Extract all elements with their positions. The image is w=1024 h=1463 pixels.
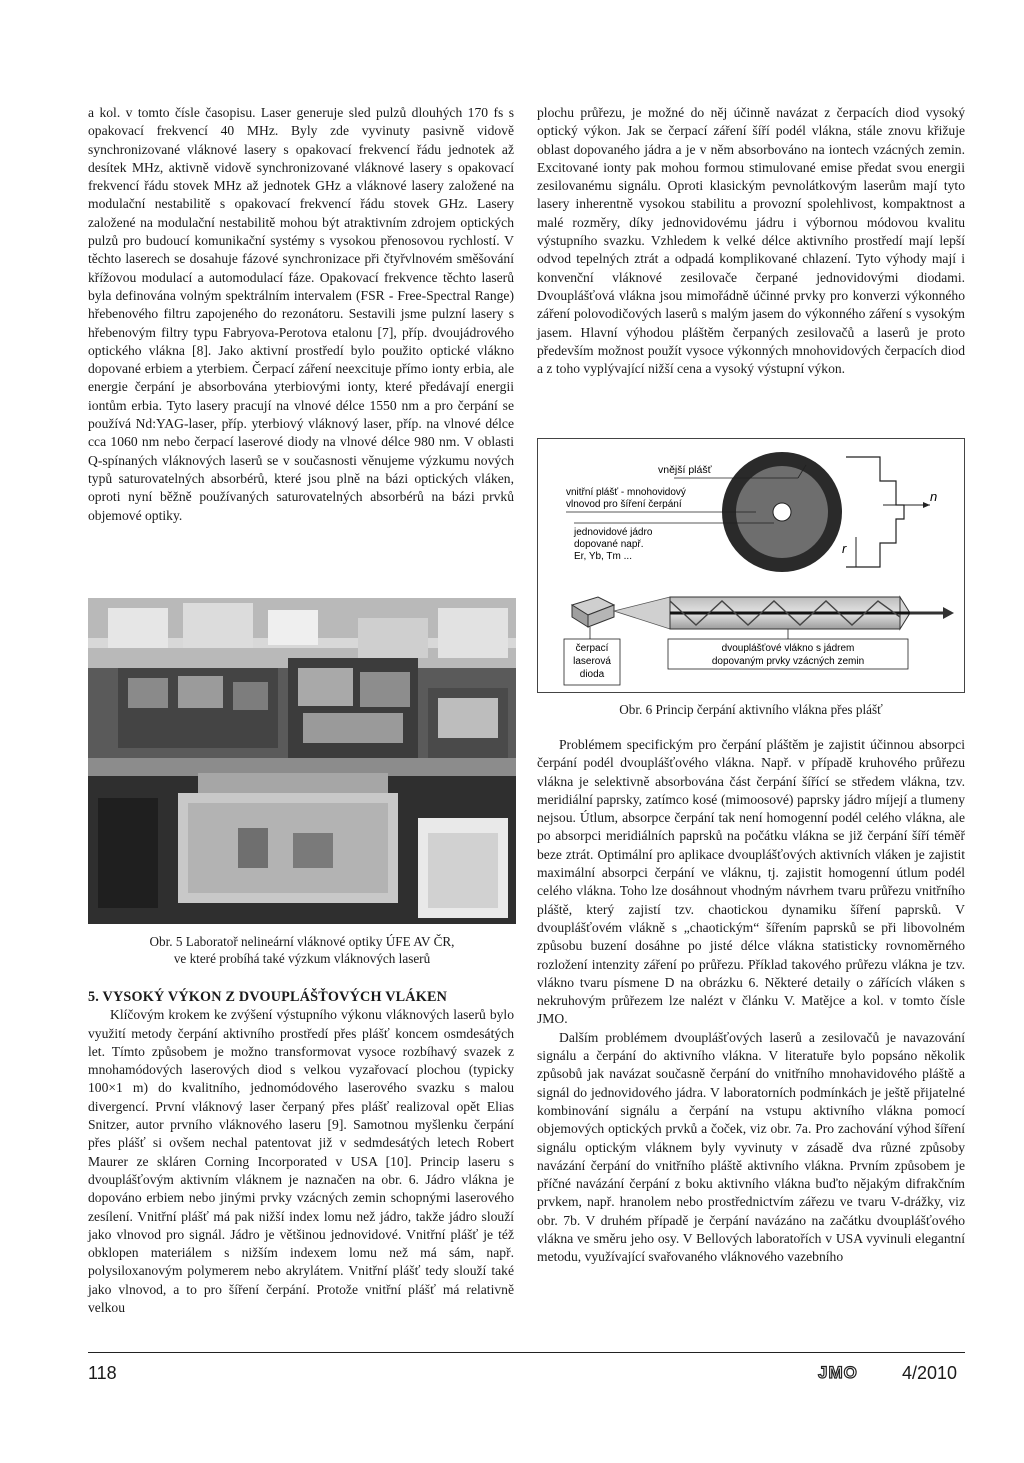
label-fiber-2: dopovaným prvky vzácných zemin bbox=[711, 656, 865, 667]
label-diode-3: dioda bbox=[579, 669, 605, 680]
figure-6-diagram bbox=[537, 438, 965, 693]
core-circle bbox=[773, 503, 791, 521]
left-column bbox=[88, 104, 514, 525]
page-number: 118 bbox=[88, 1363, 117, 1383]
label-core-2: dopované např. bbox=[574, 539, 644, 550]
footer-rule bbox=[88, 1352, 965, 1353]
figure-5-photo bbox=[88, 598, 516, 924]
label-inner-cladding-1: vnitřní plášť - mnohovidový bbox=[566, 487, 686, 498]
label-core-1: jednovidové jádro bbox=[574, 527, 653, 538]
lab-photo-illustration bbox=[88, 598, 516, 924]
label-inner-cladding-2: vlnovod pro šíření čerpání bbox=[566, 499, 682, 510]
label-fiber-1: dvouplášťové vlákno s jádrem bbox=[721, 643, 855, 654]
pump-cone bbox=[614, 597, 670, 629]
right-column bbox=[537, 104, 965, 378]
section-heading: 5. VYSOKÝ VÝKON Z DVOUPLÁŠŤOVÝCH VLÁKEN bbox=[88, 989, 448, 1005]
figure-5-caption bbox=[88, 934, 516, 967]
figure-6-caption: Obr. 6 Princip čerpání aktivního vlákna přes plášť bbox=[619, 702, 883, 717]
left-paragraph-2: Klíčovým krokem ke zvýšení výstupního výkonu vláknových laserů bylo využití metody čerpání aktivního prostředí přes plášť koncem osmdesátých let. Tímto způsobem je možno transformovat vysoce rozbíhavý svazek z mnohamódových laserových diod s velkou vyzařovací plochou (typicky 100×1 m) do kvalitního, jednomódového laserového svazku s malou divergencí. První vláknový laser čerpaný přes plášť realizoval opět Elias Snitzer, autor prvního vláknového laseru [9]. Samotnou myšlenku čerpání přes plášť si ovšem nechal patentovat již v sedmdesátých letech Robert Maurer ze skláren Corning Incorporated v USA [10]. Princip laseru s dvouplášťovým aktivním vláknem je naznačen na obr. 6. Jádro vlákna je dopováno erbiem nebo jinými prvky vzácných zemin schopnými laserového zesílení. Vnitřní plášť má pak nižší index lomu než jádro, takže jádro slouží jako vlnovod pro signál. Jádro je většinou jednovidové. Vnitřní plášť je též obklopen materiálem s nižším indexem lomu než má sám, např. polysiloxanovým polymerem nebo akrylátem. Vnitřní plášť tedy slouží také jako vlnovod, a to pro šíření čerpání. Protože vnitřní plášť má relativně velkou bbox=[88, 1007, 514, 1316]
left-column-lower bbox=[88, 988, 514, 1317]
right-paragraph-2: Problémem specifickým pro čerpání pláštěm je zajistit účinnou absorpci čerpání podél dvouplášťového vlákna. Např. v případě kruhového průřezu vlákna je selektivně absorbována část čerpání šířící se středem vlákna, tzv. meridiální paprsky, zatímco kosé (mimoosové) paprsky jádro míjejí a tlumeny nejsou. Útlum, absorpce čerpání tak není homogenní podél celého vlákna, ale po absorpci meridiálních paprsků na počátku vlákna se již čerpání šíří téměř beze ztrát. Optimální pro aplikace dvouplášťových aktivních vláken je zajistit maximální absorpci čerpání ve vláknu, tj. zajistit homogenní útlum podél celého vlákna. Toho lze dosáhnout vhodným návrhem tvaru průřezu vnitřního pláště, který zajistí tzv. chaotickou dynamiku šíření paprsků. V dvouplášťovém vlákně s „chaotickým“ šířením paprsků se při libovolném způsobu buzení dosáhne po jisté délce vlákna statisticky rovnoměrného rozložení intenzity záření po průřezu. Příklad takového průřezu vlákna je tzv. vlákno tvaru písmene D na obrázku 6. Některé detaily o zářících vláken s nekruhovým průřezem lze nalézt v článku V. Matějce a kol. v tomto čísle JMO. bbox=[537, 737, 965, 1027]
label-core-3: Er, Yb, Tm ... bbox=[574, 551, 632, 562]
right-column-lower bbox=[537, 736, 965, 1267]
journal-logo: JMO bbox=[818, 1363, 858, 1382]
figure-5-caption-line-2: ve které probíhá také výzkum vláknových laserů bbox=[173, 950, 431, 966]
label-n: n bbox=[930, 489, 938, 504]
index-profile bbox=[846, 457, 904, 567]
label-outer-cladding: vnější plášť bbox=[658, 464, 712, 476]
label-diode-2: laserová bbox=[573, 656, 611, 667]
figure-5-caption-line-1: Obr. 5 Laboratoř nelineární vláknové optiky ÚFE AV ČR, bbox=[149, 934, 455, 949]
label-diode-1: čerpací bbox=[575, 643, 609, 654]
right-paragraph-1: plochu průřezu, je možné do něj účinně navázat z čerpacích diod vysoký optický výkon. Jak se čerpací záření šíří podél vlákna, stále znovu křižuje oblast dopovaného jádra a je v něm absorbováno na iontech vzácných zemin. Excitované ionty pak mohou formou stimulované emise předat svou energii zesilovanému signálu. Oproti klasickým pevnolátkovým laserům mají tyto lasery inherentně vysokou stabilitu a provozní spolehlivost, kompaktnost a malé rozměry, díky jednovidovému jádru i výbornou módovou kvalitu výstupního svazku. Vzhledem k velké délce aktivního prostředí mají lepší odvod tepelných ztrát a odpadá komplikované chlazení. Tyto výhody mají i konvenční vláknové zesilovače čerpané jednovidovými diodami. Dvouplášťová vlákna jsou mimořádně účinné prvky pro konverzi výkonného záření polovodičových laserů s malým jasem do výkonného záření s vysokým jasem. Hlavní výhodou pláštěm čerpaných zesilovačů a laserů je proto především možnost použít vysoce výkonných mnohovidových čerpacích diod a z toho vyplývající nižší cena a vysoký výstupní výkon. bbox=[537, 105, 965, 377]
right-paragraph-3: Dalším problémem dvouplášťových laserů a zesilovačů je navazování signálu a čerpání do aktivního vlákna. V literatuře bylo popsáno několik způsobů jak navázat současně čerpání do vnitřního mnohavidového pláště a signál do jednovidového jádra. V laboratorních podmínkách je ještě přijatelné kombinování signálu a čerpání na vstupu aktivního vlákna pomocí objemových optických prvků a čoček, viz obr. 7a. Pro zachování výhod šíření signálu optickým vláknem byly vyvinuty v zásadě dva různé způsoby navázání čerpání do vnitřního pláště aktivního vlákna. Prvním způsobem je příčné navázání čerpání z boku aktivního vlákna buďto nějakým difrakčním prvkem, např. hranolem nebo prostřednictvím zářezu ve tvaru V-drážky, viz obr. 7b. V druhém případě je čerpání navázáno na začátku dvouplášťového vlákna ve směru jeho osy. V Bellových laboratořích v USA vyvinuli elegantní metodu, využívající svařovaného vláknového vazebního bbox=[537, 1029, 965, 1265]
issue-number: 4/2010 bbox=[902, 1363, 958, 1383]
label-r: r bbox=[842, 541, 847, 556]
left-paragraph-1: a kol. v tomto čísle časopisu. Laser generuje sled pulzů dlouhých 170 fs s opakovací frekvencí 40 MHz. Byly zde vyvinuty pasivně vidově synchronizované vláknové lasery s opakovací frekvencí řádu jednotek až desítek MHz, aktivně vidově synchronizované vláknové lasery s opakovací frekvencí řádu stovek MHz až jednotek GHz a vláknové lasery založené na modulační nestabilitě s opakovací frekvencí řádu stovek GHz. Lasery založené na modulační nestabilitě mohou být atraktivním zdrojem optických pulzů pro budoucí komunikační systémy s vysokou přenosovou rychlostí. V těchto laserech se dosahuje fázové synchronizace při čtyřvlnovém směšování křížovou modulací a automodulací fáze. Opakovací frekvence těchto laserů byla definována volným spektrálním intervalem (FSR - Free-Spectral Range) hřebenového filtru zapojeného do rezonátoru. Sestavili jsme pulzní lasery s hřebenovým filtry typu Fabryova-Perotova etalonu [7], příp. dvoujádrového optického vlákna [8]. Jako aktivní prostředí bylo použito optické vlákno dopované erbiem a yterbiem. Čerpací záření neexcituje přímo ionty erbia, ale energie čerpání je absorbována yterbiovými ionty, které předávají energii iontům erbia. Tyto lasery pracují na vlnové délce 1550 nm a pro čerpání se používá Nd:YAG-laser, příp. yterbiový vláknový laser, příp. na vlnové délce cca 1060 nm nebo čerpací laserové diody na vlnové délce 980 nm. V oblasti Q-spínaných vláknových laserů se v současnosti věnujeme výzkumu nových typů saturovatelných absorbérů, které jsou plně na bázi optických vláken, oproti nyní běžně používaných saturovatelných absorbérů na bázi prvků objemové optiky. bbox=[88, 105, 514, 523]
cladding-pumping-diagram bbox=[538, 439, 964, 692]
